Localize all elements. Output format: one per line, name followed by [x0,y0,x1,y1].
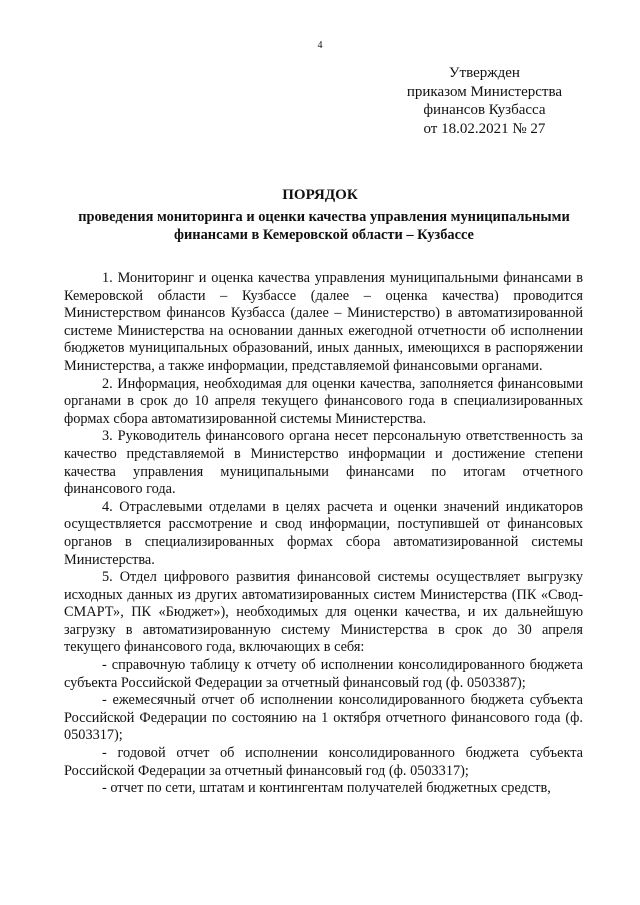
approval-date-line: от 18.02.2021 № 27 [423,120,546,137]
approval-stamp [407,64,562,138]
list-item: - годовой отчет об исполнении консолидированного бюджета субъекта Российской Федерации за отчетный финансовый год (ф. 0503317); [64,745,583,779]
list-item: - справочную таблицу к отчету об исполнении консолидированного бюджета субъекта Российской Федерации за отчетный финансовый год (ф. 0503387); [64,657,583,691]
paragraph-4: 4. Отраслевыми отделами в целях расчета и оценки значений индикаторов осуществляется рассмотрение и свод информации, поступившей от финансовых органов в специализированных формах сбора автоматизированной системы Министерства. [64,498,583,568]
approval-line: финансов Кузбасса [423,102,546,118]
paragraph-2: 2. Информация, необходимая для оценки качества, заполняется финансовыми органами в срок до 10 апреля текущего финансового года в специализированных формах сбора автоматизированной системы Министерства. [64,375,583,427]
approval-line: Утвержден [448,65,520,81]
list-item: - ежемесячный отчет об исполнении консолидированного бюджета субъекта Российской Федерации по состоянию на 1 октября отчетного финансового года (ф. 0503317); [64,692,583,744]
paragraph-3: 3. Руководитель финансового органа несет персональную ответственность за качество представляемой в Министерство информации и достижение степени качества управления муниципальными финансами по итогам отчетного финансового года. [64,428,583,498]
page-number: 4 [317,40,323,51]
approval-line: приказом Министерства [406,83,562,100]
document-body [64,270,583,798]
document-title: ПОРЯДОК [282,187,358,203]
paragraph-5: 5. Отдел цифрового развития финансовой системы осуществляет выгрузку исходных данных из других автоматизированных систем Министерства (ПК «Свод-СМАРТ», ПК «Бюджет»), необходимых для оценки качества, и их дальнейшую загрузку в автоматизированную систему Министерства в срок до 30 апреля текущего финансового года, включающих в себя: [64,569,583,656]
list-item: - отчет по сети, штатам и контингентам получателей бюджетных средств, [102,780,551,797]
document-subtitle: проведения мониторинга и оценки качества управления муниципальными финансами в Кемеровской области – Кузбассе [78,209,570,243]
paragraph-1: 1. Мониторинг и оценка качества управления муниципальными финансами в Кемеровской области – Кузбассе (далее – оценка качества) проводится Министерством финансов Кузбасса (далее – Министерство) в автоматизированной системе Министерства на основании данных ежегодной отчетности об исполнении бюджетов муниципальных образований, иных данных, имеющихся в распоряжении Министерства, а также информации, представляемой финансовыми органами. [64,270,583,374]
